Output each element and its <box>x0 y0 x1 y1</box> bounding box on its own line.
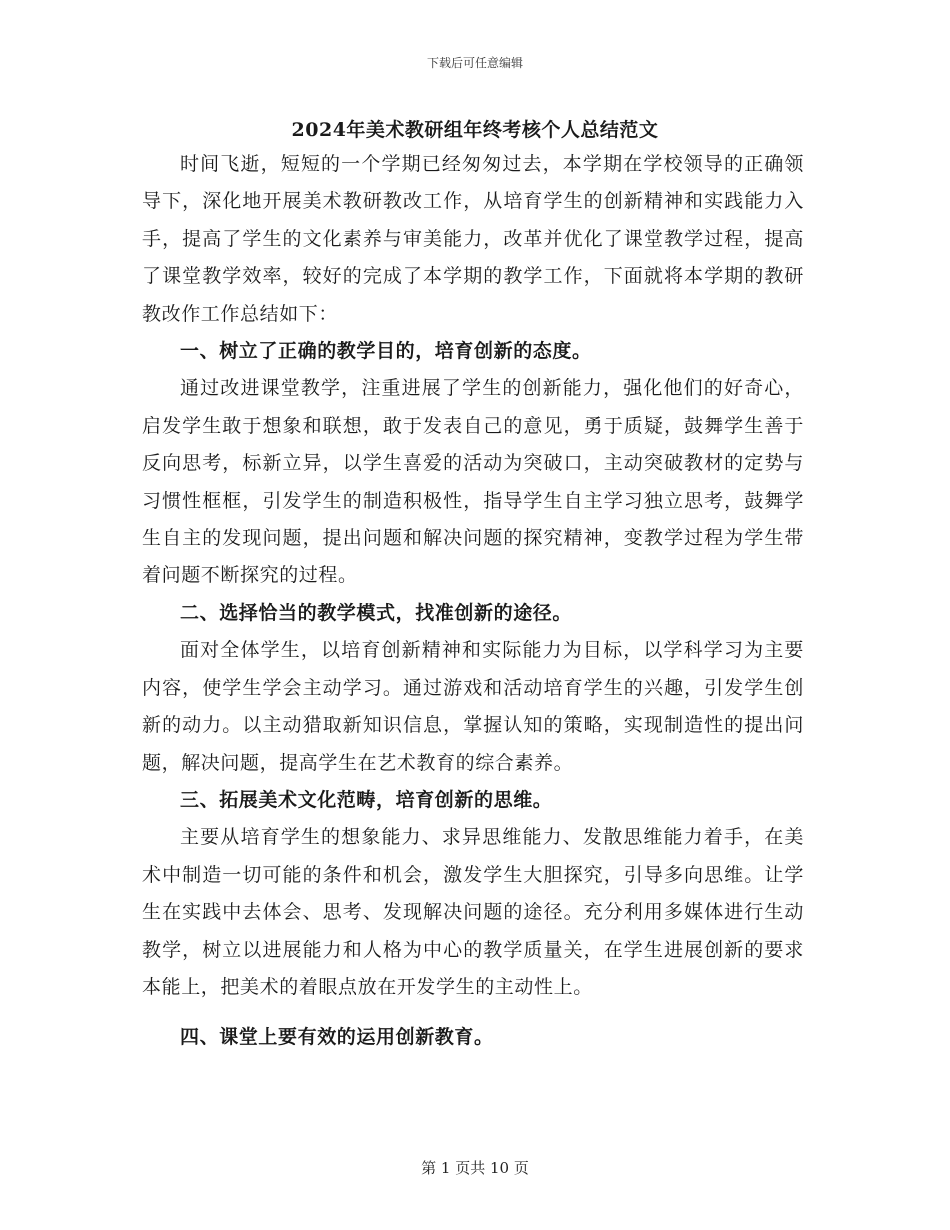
document-body <box>142 146 804 1057</box>
section-heading-4: 四、课堂上要有效的运用创新教育。 <box>180 1026 494 1049</box>
section-heading-2: 二、选择恰当的教学模式，找准创新的途径。 <box>180 601 573 624</box>
document-title: 2024年美术教研组年终考核个人总结范文 <box>291 119 659 141</box>
page-header: 下载后可任意编辑 <box>426 56 523 70</box>
page-footer: 第 1 页共 10 页 <box>421 1159 529 1177</box>
section-paragraph-1: 通过改进课堂教学，注重进展了学生的创新能力，强化他们的好奇心，启发学生敢于想象和联想，敢于发表自己的意见，勇于质疑，鼓舞学生善于反向思考，标新立异，以学生喜爱的活动为突破口，主动突破教材的定势与习惯性框框，引发学生的制造积极性，指导学生自主学习独立思考，鼓舞学生自主的发现问题，提出问题和解决问题的探究精神，变教学过程为学生带着问题不断探究的过程。 <box>142 377 804 587</box>
intro-paragraph: 时间飞逝，短短的一个学期已经匆匆过去，本学期在学校领导的正确领导下，深化地开展美术教研教改工作，从培育学生的创新精神和实践能力入手，提高了学生的文化素养与审美能力，改革并优化了课堂教学过程，提高了课堂教学效率，较好的完成了本学期的教学工作，下面就将本学期的教研教改作工作总结如下： <box>142 153 804 325</box>
section-paragraph-3: 主要从培育学生的想象能力、求异思维能力、发散思维能力着手，在美术中制造一切可能的条件和机会，激发学生大胆探究，引导多向思维。让学生在实践中去体会、思考、发现解决问题的途径。充分利用多媒体进行生动教学，树立以进展能力和人格为中心的教学质量关，在学生进展创新的要求本能上，把美术的着眼点放在开发学生的主动性上。 <box>142 826 804 998</box>
section-heading-3: 三、拓展美术文化范畴，培育创新的思维。 <box>180 788 553 811</box>
section-heading-1: 一、树立了正确的教学目的，培育创新的态度。 <box>180 340 592 363</box>
section-paragraph-2: 面对全体学生，以培育创新精神和实际能力为目标，以学科学习为主要内容，使学生学会主动学习。通过游戏和活动培育学生的兴趣，引发学生创新的动力。以主动猎取新知识信息，掌握认知的策略，实现制造性的提出问题，解决问题，提高学生在艺术教育的综合素养。 <box>142 639 804 774</box>
